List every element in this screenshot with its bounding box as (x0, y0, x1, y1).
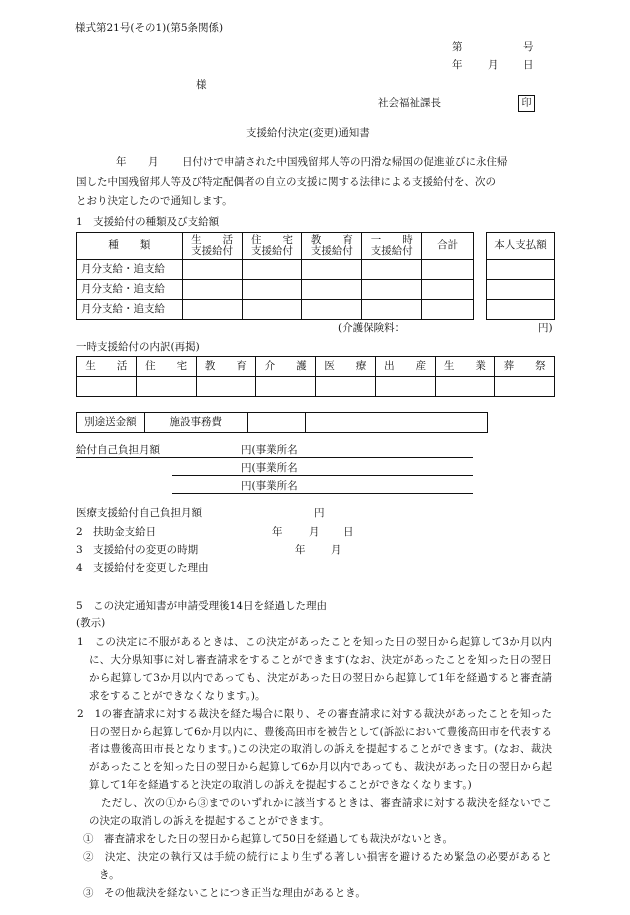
item5-label: 5 この決定通知書が申請受理後14日を経過した理由 (76, 600, 328, 612)
table-row (77, 260, 474, 280)
self-burden-line-1: 円(事業所名 (241, 444, 298, 456)
separate-remit-label: 別途送金額 (77, 413, 145, 433)
number-suffix: 号 (523, 41, 534, 53)
self-burden-line-3: 円(事業所名 (241, 480, 298, 492)
breakdown-living: 生 活 (77, 357, 137, 377)
medical-burden-unit: 円 (314, 507, 325, 519)
temp-breakdown-title: 一時支援給付の内訳(再掲) (76, 341, 200, 353)
self-burden-line-2: 円(事業所名 (241, 462, 298, 474)
notice-condition-1: ① 審査請求をした日の翌日から起算して50日を経過しても裁決がないとき。 (83, 832, 453, 845)
notice-item-2: 2 1の審査請求に対する裁決を経た場合に限り、その審査請求に対する裁決があったことを知った日の翌日から起算して6か月以内に、豊後高田市を被告として(訴訟において豊後高田市を代表する者は豊後高田市長となります。)この決定の取消しの訴えを提起することができます。(なお、裁決があったことを知った日の翌日から起算して6か月以内であっても、裁決があった日の翌日から起算して1年を経過すると決定の取消しの訴えを提起することができなくなります。) (77, 707, 552, 792)
col-temporary: 一 時 支援給付 (362, 233, 422, 260)
intro-line2: 国した中国残留邦人等及び特定配偶者の自立の支援に関する法律による支援給付を、次の (76, 176, 496, 188)
notice-condition-2: ② 決定、決定の執行又は手続の続行により生ずる著しい損害を避けるため緊急の必要があるとき。 (83, 850, 552, 881)
item2-label: 2 扶助金支給日 (76, 526, 157, 538)
breakdown-occupation: 生 業 (435, 357, 495, 377)
item2-year: 年 (272, 526, 283, 538)
intro-month: 月 (148, 156, 159, 168)
breakdown-medical: 医 療 (316, 357, 376, 377)
intro-line3: とおり決定したので通知します。 (76, 195, 233, 207)
section1-title: 1 支援給付の種類及び支給額 (76, 216, 220, 228)
notice-title: (教示) (76, 617, 106, 629)
care-premium-unit: 円) (538, 322, 553, 334)
form-code: 様式第21号(その1)(第5条関係) (75, 22, 224, 34)
col-total: 合計 (422, 233, 474, 260)
item3-year: 年 (295, 544, 306, 556)
breakdown-funeral: 葬 祭 (495, 357, 555, 377)
item2-day: 日 (343, 526, 354, 538)
col-housing: 住 宅 支援給付 (242, 233, 302, 260)
col-kind: 種 類 (77, 233, 183, 260)
table-row (77, 300, 474, 320)
item2-month: 月 (309, 526, 320, 538)
breakdown-education: 教 育 (196, 357, 256, 377)
addressee-suffix: 様 (196, 79, 207, 91)
breakdown-housing: 住 宅 (136, 357, 196, 377)
seal-mark: 印 (518, 95, 535, 112)
col-personal: 本人支払額 (487, 233, 555, 260)
self-burden-label: 給付自己負担月額 (76, 444, 160, 456)
medical-burden-label: 医療支援給付自己負担月額 (76, 507, 202, 519)
issuer: 社会福祉課長 (378, 97, 441, 109)
separate-remit-table (76, 412, 488, 433)
notice-condition-3: ③ その他裁決を経ないことにつき正当な理由があるとき。 (83, 886, 366, 899)
col-education: 教 育 支援給付 (302, 233, 362, 260)
intro-year: 年 (116, 156, 127, 168)
notice-item-1: 1 この決定に不服があるときは、この決定があったことを知った日の翌日から起算して3か月以内に、大分県知事に対し審査請求をすることができます(なお、決定があったことを知った日の翌日から起算して3か月以内であっても、決定があった日の翌日から起算して1年を経過すると審査請求をすることができなくなります。)。 (77, 636, 552, 702)
row-label: 月分支給・追支給 (77, 280, 183, 300)
date-day: 日 (523, 59, 534, 71)
number-label: 第 (452, 41, 463, 53)
col-living: 生 活 支援給付 (182, 233, 242, 260)
item4-label: 4 支援給付を変更した理由 (76, 562, 209, 574)
benefit-table (76, 232, 474, 320)
notice-body (77, 634, 552, 903)
breakdown-care: 介 護 (256, 357, 316, 377)
item3-label: 3 支援給付の変更の時期 (76, 544, 199, 556)
row-label: 月分支給・追支給 (77, 300, 183, 320)
facility-fee-label: 施設事務費 (144, 413, 247, 433)
row-label: 月分支給・追支給 (77, 260, 183, 280)
item3-month: 月 (331, 544, 342, 556)
date-year: 年 (452, 59, 463, 71)
date-month: 月 (488, 59, 499, 71)
care-premium-label: (介護保険料： (338, 322, 406, 334)
breakdown-birth: 出 産 (375, 357, 435, 377)
document-title: 支援給付決定(変更)通知書 (246, 127, 370, 139)
notice-proviso: ただし、次の①から③までのいずれかに該当するときは、審査請求に対する裁決を経ないでこの決定の取消しの訴えを提起することができます。 (89, 797, 552, 828)
temp-breakdown-table (76, 356, 555, 397)
table-row (77, 280, 474, 300)
intro-line1: 日付けで申請された中国残留邦人等の円滑な帰国の促進並びに永住帰 (182, 156, 508, 168)
personal-payment-table (486, 232, 555, 320)
